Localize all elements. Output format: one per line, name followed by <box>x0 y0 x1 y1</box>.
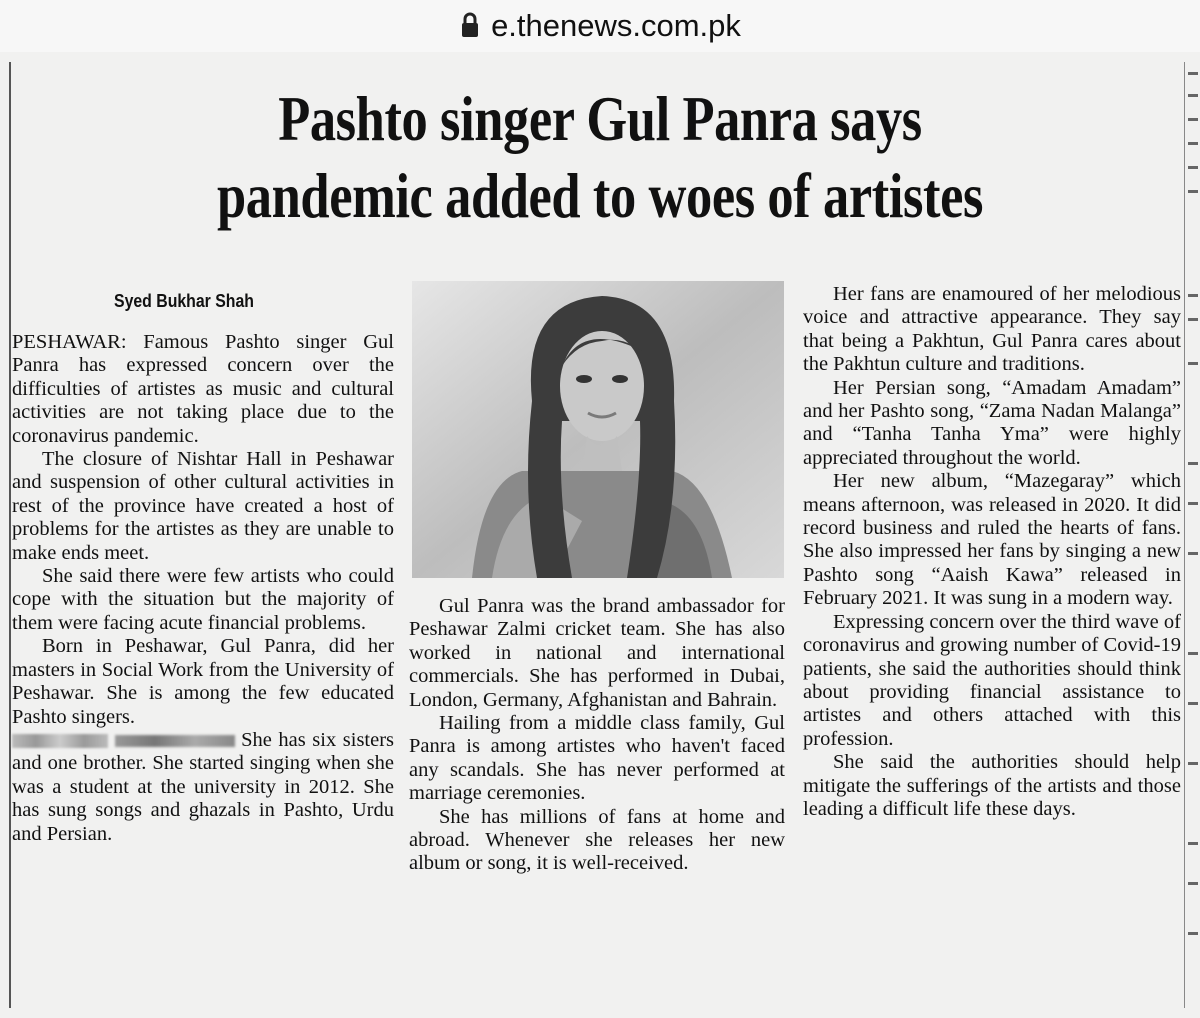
adjacent-article-edge <box>1186 62 1200 1012</box>
paragraph: Her Persian song, “Amadam Amadam” and her Pashto song, “Zama Nadan Malanga” and “Tanha Tanha Yma” were highly appreciated throughout the world. <box>803 376 1181 469</box>
paragraph: The closure of Nishtar Hall in Peshawar and suspension of other cultural activities in rest of the province have created a host of problems for the artistes as they are unable to make ends meet. <box>12 448 394 564</box>
paragraph: Hailing from a middle class family, Gul Panra is among artistes who haven't faced any scandals. She has never performed at marriage ceremonies. <box>409 712 785 805</box>
paragraph: Born in Peshawar, Gul Panra, did her masters in Social Work from the University of Peshawar. She is among the few educated Pashto singers. <box>12 635 394 728</box>
lock-icon <box>459 11 481 41</box>
headline-line-1: Pashto singer Gul Panra says <box>278 83 922 154</box>
right-column-rule <box>1184 62 1185 1008</box>
headline-line-2: pandemic added to woes of artistes <box>217 160 983 231</box>
paragraph: She has millions of fans at home and abroad. Whenever she releases her new album or song, it is well-received. <box>409 805 785 875</box>
paragraph: PESHAWAR: Famous Pashto singer Gul Panra has expressed concern over the difficulties of artistes as music and cultural activities are not taking place due to the coronavirus pandemic. <box>12 331 394 447</box>
article-column-1 <box>12 331 394 846</box>
paragraph-partially-redacted <box>12 729 394 846</box>
article-byline: Syed Bukhar Shah <box>114 291 254 311</box>
article-headline <box>108 80 1092 234</box>
paragraph: Her fans are enamoured of her melodious voice and attractive appearance. They say that being a Pakhtun, Gul Panra cares about the Pakhtun culture and traditions. <box>803 283 1181 376</box>
browser-address-bar[interactable] <box>0 0 1200 52</box>
left-column-rule <box>9 62 11 1008</box>
redacted-text <box>115 735 235 747</box>
redacted-text <box>12 734 108 748</box>
paragraph: Her new album, “Mazegaray” which means afternoon, was released in 2020. It did record business and ruled the hearts of fans. She also impressed her fans by singing a new Pashto song “Aaish Kawa” released in February 2021. It was sung in a modern way. <box>803 470 1181 610</box>
singer-portrait-photo <box>412 281 784 578</box>
paragraph: She said the authorities should help mitigate the sufferings of the artists and those leading a difficult life these days. <box>803 751 1181 820</box>
newspaper-clipping <box>0 52 1200 1018</box>
paragraph: Expressing concern over the third wave of coronavirus and growing number of Covid-19 patients, she said the authorities should think about providing financial assistance to artistes and others attached with this profession. <box>803 610 1181 750</box>
paragraph-tail: She has six sisters and one brother. She started singing when she was a student at the university in 2012. She has sung songs and ghazals in Pashto, Urdu and Persian. <box>12 728 395 845</box>
article-column-3 <box>803 283 1181 821</box>
paragraph: Gul Panra was the brand ambassador for Peshawar Zalmi cricket team. She has also worked in national and international commercials. She has performed in Dubai, London, Germany, Afghanistan and Bahrain. <box>409 595 785 711</box>
url-host: e.thenews.com.pk <box>491 8 741 43</box>
portrait-image <box>412 281 784 578</box>
article-column-2 <box>409 595 785 876</box>
paragraph: She said there were few artists who could cope with the situation but the majority of them were facing acute financial problems. <box>12 565 394 634</box>
